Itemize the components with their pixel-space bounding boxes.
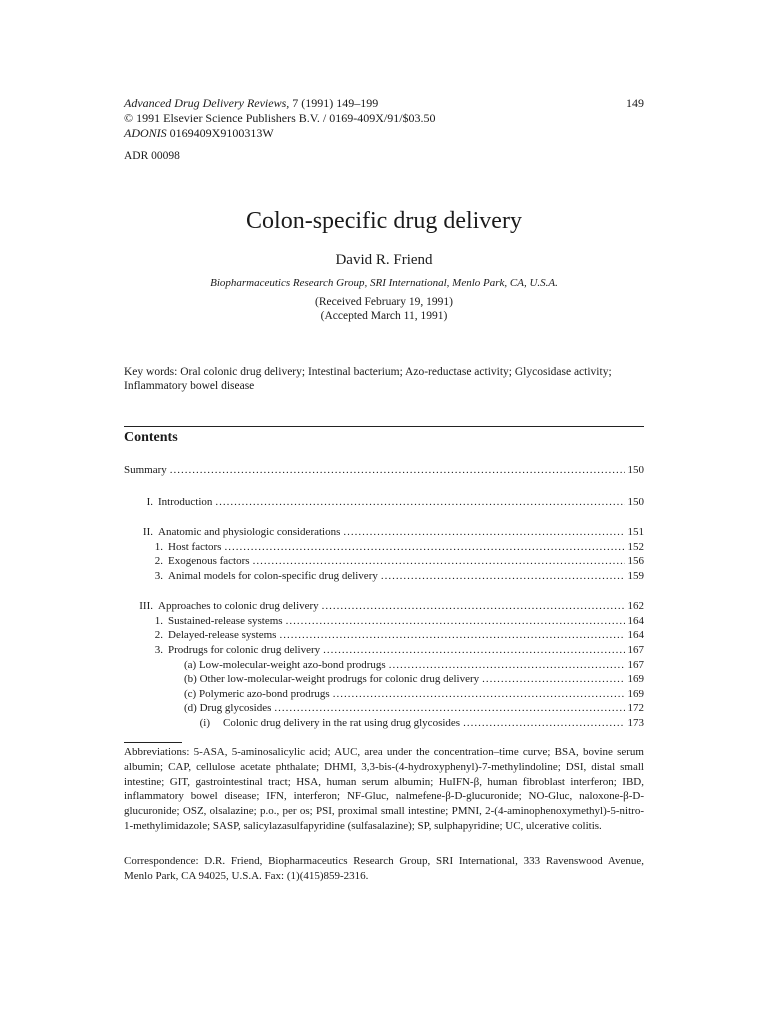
toc-dot-leader <box>333 687 625 701</box>
journal-volume-pages: 7 (1991) 149–199 <box>289 96 379 110</box>
toc-entry-label: (b) Other low-molecular-weight prodrugs for colonic drug delivery <box>184 672 482 686</box>
toc-entry-page: 169 <box>627 673 644 685</box>
toc-entry-number: III. <box>139 600 153 612</box>
page-number: 149 <box>626 96 644 110</box>
toc-entry-label: (d) Drug glycosides <box>184 701 274 715</box>
toc-entry-number: 1. <box>154 615 163 627</box>
adonis-code: 0169409X9100313W <box>166 126 274 140</box>
toc-entry <box>124 628 644 642</box>
toc-entry-page: 150 <box>627 496 644 508</box>
toc-dot-leader <box>279 628 624 642</box>
toc-entry-label: Prodrugs for colonic drug delivery <box>168 643 323 657</box>
accepted-date: (Accepted March 11, 1991) <box>320 310 448 322</box>
adonis-line <box>124 126 436 141</box>
toc-entry-page: 159 <box>627 570 644 582</box>
toc-entry <box>124 599 644 613</box>
toc-entry-label: Exogenous factors <box>168 554 253 568</box>
article-author: David R. Friend <box>335 252 433 268</box>
toc-entry <box>124 463 644 477</box>
adonis-label: ADONIS <box>124 126 167 140</box>
toc-entry <box>124 569 644 583</box>
toc-entry-label: Sustained-release systems <box>168 614 286 628</box>
toc-entry-label: (a) Low-molecular-weight azo-bond prodrugs <box>184 658 389 672</box>
toc-entry-number: 2. <box>154 555 163 567</box>
toc-entry-label: Anatomic and physiologic considerations <box>158 525 343 539</box>
toc-entry-label: Approaches to colonic drug delivery <box>158 599 322 613</box>
toc-entry-label: Colonic drug delivery in the rat using drug glycosides <box>223 716 463 730</box>
toc-entry <box>124 672 644 686</box>
toc-entry-page: 173 <box>627 717 644 729</box>
toc-entry-label: Introduction <box>158 495 215 509</box>
toc-entry-number: II. <box>142 526 153 538</box>
toc-entry <box>124 687 644 701</box>
article-title: Colon-specific drug delivery <box>246 208 522 234</box>
toc-dot-leader <box>224 540 624 554</box>
contents-divider <box>124 426 644 427</box>
toc-entry-number: (i) <box>199 717 210 729</box>
toc-dot-leader <box>170 463 625 477</box>
abbreviations-footnote: Abbreviations: 5-ASA, 5-aminosalicylic acid; AUC, area under the concentration–time curve; BSA, bovine serum albumin; CAP, cellulose acetate phthalate; DHMI, 3,3-bis-(4-hydroxyphenyl)-7-methylindoline; DSI, distal small intestine; GIT, gastrointestinal tract; HSA, human serum albumin; HuIFN-β, human fibroblast interferon; IBD, inflammatory bowel disease; IFN, interferon; NF-Gluc, nalmefene-β-D-glucuronide; NO-Gluc, naloxone-β-D-glucuronide; OSZ, olsalazine; p.o., per os; PSI, proximal small intestine; PMNI, 2-(4-aminophenoxymethyl)-5-nitro-1-methylimidazole; SASP, salicylazasulfapyridine (sulfasalazine); SP, sulphapyridine; UC, ulcerative colitis. <box>124 746 644 832</box>
toc-entry-page: 152 <box>627 541 644 553</box>
toc-entry-number: 1. <box>154 541 163 553</box>
toc-entry-label: Delayed-release systems <box>168 628 279 642</box>
article-code: ADR 00098 <box>124 150 180 162</box>
toc-dot-leader <box>322 599 625 613</box>
toc-entry <box>124 716 644 730</box>
toc-entry-label: Host factors <box>168 540 224 554</box>
toc-dot-leader <box>215 495 624 509</box>
toc-dot-leader <box>482 672 624 686</box>
toc-entry-page: 172 <box>627 702 644 714</box>
toc-entry-label: Animal models for colon-specific drug delivery <box>168 569 381 583</box>
toc-dot-leader <box>253 554 625 568</box>
toc-entry-page: 169 <box>627 688 644 700</box>
journal-header <box>124 96 436 141</box>
toc-entry <box>124 643 644 657</box>
copyright-line: © 1991 Elsevier Science Publishers B.V. / 0169-409X/91/$03.50 <box>124 111 436 125</box>
contents-heading: Contents <box>124 430 178 445</box>
toc-entry <box>124 658 644 672</box>
toc-entry-page: 150 <box>627 464 644 476</box>
toc-entry-page: 151 <box>627 526 644 538</box>
toc-dot-leader <box>381 569 625 583</box>
toc-dot-leader <box>343 525 624 539</box>
toc-entry-label: (c) Polymeric azo-bond prodrugs <box>184 687 333 701</box>
toc-dot-leader <box>323 643 624 657</box>
toc-dot-leader <box>389 658 625 672</box>
toc-entry-page: 167 <box>627 659 644 671</box>
toc-entry-number: 3. <box>154 570 163 582</box>
journal-citation-line <box>124 96 436 111</box>
toc-entry-number: 2. <box>154 629 163 641</box>
toc-entry <box>124 701 644 715</box>
correspondence-footnote: Correspondence: D.R. Friend, Biopharmaceutics Research Group, SRI International, 333 Ravenswood Avenue, Menlo Park, CA 94025, U.S.A. Fax: (1)(415)859-2316. <box>124 855 644 882</box>
toc-entry-label: Summary <box>124 463 170 477</box>
toc-entry-page: 162 <box>627 600 644 612</box>
article-dates <box>0 295 768 323</box>
received-date: (Received February 19, 1991) <box>315 296 453 308</box>
journal-name: Advanced Drug Delivery Reviews, <box>124 96 290 110</box>
toc-entry <box>124 495 644 509</box>
toc-entry-number: I. <box>146 496 153 508</box>
toc-entry-page: 156 <box>627 555 644 567</box>
footnote-divider <box>124 742 182 743</box>
author-affiliation: Biopharmaceutics Research Group, SRI International, Menlo Park, CA, U.S.A. <box>210 277 558 289</box>
toc-entry <box>124 540 644 554</box>
toc-entry <box>124 525 644 539</box>
toc-dot-leader <box>286 614 625 628</box>
toc-entry-page: 164 <box>627 615 644 627</box>
toc-dot-leader <box>463 716 624 730</box>
keywords: Key words: Oral colonic drug delivery; Intestinal bacterium; Azo-reductase activity; Glycosidase activity; Inflammatory bowel disease <box>124 366 612 392</box>
toc-entry-number: 3. <box>154 644 163 656</box>
toc-dot-leader <box>274 701 624 715</box>
toc-entry <box>124 554 644 568</box>
toc-entry-page: 167 <box>627 644 644 656</box>
toc-entry-page: 164 <box>627 629 644 641</box>
toc-entry <box>124 614 644 628</box>
